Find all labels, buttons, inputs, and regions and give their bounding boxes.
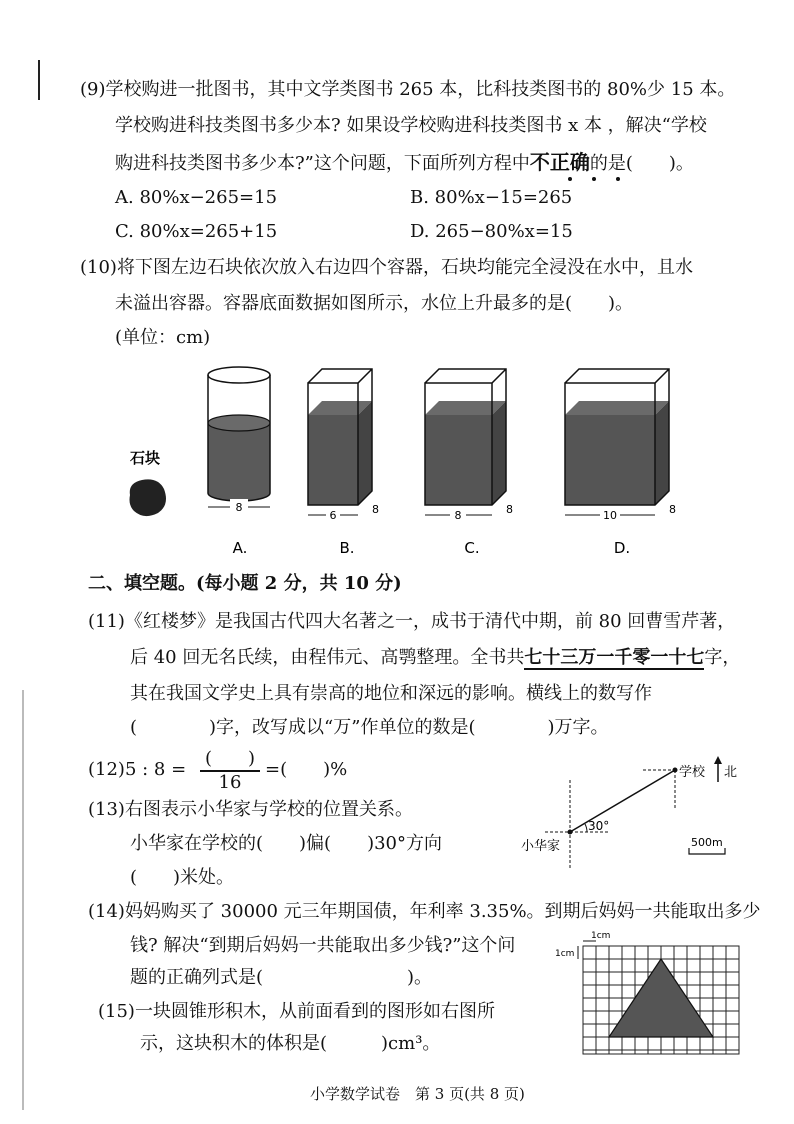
q12-prefix: (12)5 : 8 =	[88, 759, 187, 780]
q11-number-words: 七十三万一千零一十七	[524, 647, 705, 668]
dim-d-depth: 8	[669, 503, 676, 516]
q14-line1: (14)妈妈购买了 30000 元三年期国债，年利率 3.35%。到期后妈妈一共能取出多少	[88, 901, 761, 922]
map-angle: 30°	[588, 819, 610, 833]
stone-label: 石块	[130, 449, 161, 467]
q15-line1: (15)一块圆锥形积木，从前面看到的图形如右图所	[98, 1001, 495, 1022]
q11-line2-suffix: 字，	[704, 647, 741, 668]
dim-b-depth: 8	[372, 503, 379, 516]
q11-line2-prefix: 后 40 回无名氏续，由程伟元、高鹗整理。全书共	[130, 647, 525, 668]
emphasis-dot	[592, 177, 596, 181]
label-b: B.	[339, 539, 355, 555]
q9-line1: (9)学校购进一批图书，其中文学类图书 265 本，比科技类图书的 80%少 15 本。	[80, 79, 736, 100]
q10-line1: (10)将下图左边石块依次放入右边四个容器，石块均能完全浸没在水中，且水	[80, 257, 693, 278]
q9-option-a: A. 80%x−265=15	[115, 187, 278, 208]
q9-option-b: B. 80%x−15=265	[410, 187, 573, 208]
q12-suffix: =( )%	[265, 759, 348, 780]
q12-denominator: 16	[218, 772, 242, 793]
q14-line2: 钱? 解决“到期后妈妈一共能取出多少钱?”这个问	[130, 935, 516, 956]
q13-line1: (13)右图表示小华家与学校的位置关系。	[88, 799, 413, 820]
margin-line	[38, 60, 40, 100]
q13-line2: 小华家在学校的( )偏( )30°方向	[130, 833, 442, 854]
q15-line2: 示，这块积木的体积是( )cm³。	[140, 1033, 441, 1054]
q9-emphasis: 不正确	[529, 150, 590, 174]
q9-line3-prefix: 购进科技类图书多少本?”这个问题，下面所列方程中	[115, 153, 530, 174]
q14-line3: 题的正确列式是( )。	[130, 967, 433, 988]
q12-numerator: ( )	[204, 748, 256, 769]
grid-left-unit: 1cm	[555, 949, 575, 959]
section-title: 二、填空题。(每小题 2 分，共 10 分)	[88, 573, 402, 594]
q11-line3: 其在我国文学史上具有崇高的地位和深远的影响。横线上的数写作	[130, 683, 652, 704]
q10-unit: (单位：cm)	[115, 327, 211, 348]
map-school: 学校	[679, 765, 706, 780]
container-a	[208, 367, 270, 514]
dim-c-depth: 8	[506, 503, 513, 516]
grid-top-unit: 1cm	[591, 931, 611, 941]
north-arrow-icon	[714, 756, 722, 764]
emphasis-dot	[616, 177, 620, 181]
q11-line1: (11)《红楼梦》是我国古代四大名著之一，成书于清代中期，前 80 回曹雪芹著，	[88, 611, 736, 632]
q13-line3: ( )米处。	[130, 867, 235, 888]
page-footer: 小学数学试卷 第 3 页(共 8 页)	[310, 1085, 525, 1103]
q11-line2	[130, 646, 740, 670]
dim-c-width: 8	[454, 509, 462, 522]
map-scale: 500m	[691, 836, 723, 849]
container-d	[565, 369, 676, 522]
q11-line4: ( )字，改写成以“万”作单位的数是( )万字。	[130, 717, 609, 738]
q9-line3	[115, 150, 694, 176]
dim-b-width: 6	[329, 509, 337, 522]
map-home: 小华家	[521, 839, 561, 854]
position-map	[515, 750, 755, 870]
map-north: 北	[724, 765, 738, 780]
q9-line2: 学校购进科技类图书多少本? 如果设学校购进科技类图书 x 本 ，解决“学校	[115, 115, 707, 136]
dim-d-width: 10	[603, 509, 617, 522]
margin-line	[22, 690, 24, 1110]
dim-a: 8	[235, 501, 243, 514]
label-d: D.	[613, 539, 631, 555]
q9-option-d: D. 265−80%x=15	[410, 221, 573, 242]
label-a: A.	[232, 539, 248, 555]
stone-icon	[130, 479, 167, 516]
containers-figure	[100, 355, 700, 555]
q9-option-c: C. 80%x=265+15	[115, 221, 278, 242]
cone-front-view-grid	[555, 928, 745, 1060]
label-c: C.	[464, 539, 480, 555]
q10-line2: 未溢出容器。容器底面数据如图所示，水位上升最多的是( )。	[115, 293, 634, 314]
container-c	[425, 369, 513, 522]
container-b	[308, 369, 379, 522]
emphasis-dot	[568, 177, 572, 181]
q9-line3-suffix: 的是( )。	[589, 153, 694, 174]
